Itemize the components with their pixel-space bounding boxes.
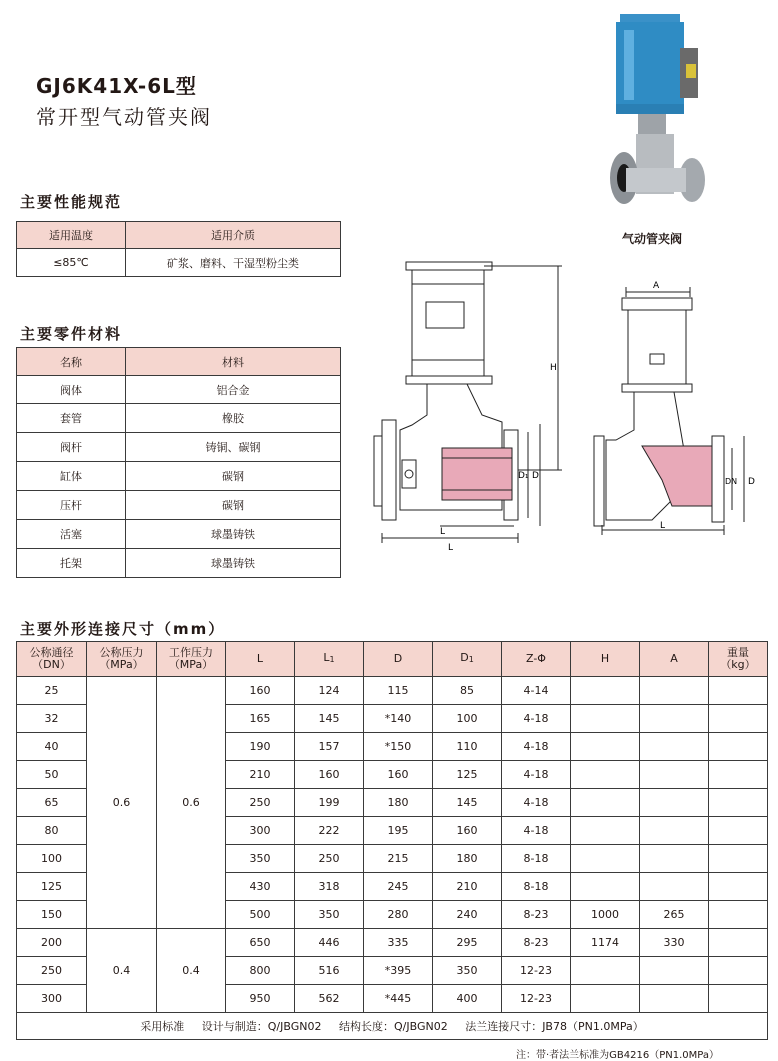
working-pressure-group2: 0.4	[157, 929, 226, 1013]
part-name: 阀体	[17, 376, 126, 404]
table-row: 32 165 145 *140 100 4-18	[17, 705, 768, 733]
table-row: 50 210 160 160 125 4-18	[17, 761, 768, 789]
header-medium: 适用介质	[126, 222, 341, 249]
header-part-name: 名称	[17, 348, 126, 376]
table-row: 100 350 250 215 180 8-18	[17, 845, 768, 873]
header-A: A	[640, 642, 709, 677]
nominal-pressure-group2: 0.4	[87, 929, 157, 1013]
header-D1: D1	[433, 642, 502, 677]
table-row: 300 950 562 *445 400 12-23	[17, 985, 768, 1013]
header-L1: L1	[295, 642, 364, 677]
dimensions-heading: 主要外形连接尺寸（mm）	[20, 620, 226, 638]
label-L1: L	[440, 527, 446, 537]
header-weight: 重量 （kg）	[709, 642, 768, 677]
label-D: D	[532, 471, 539, 481]
dimensions-table	[16, 641, 768, 1040]
temperature-value: ≤85℃	[17, 249, 126, 277]
part-name: 缸体	[17, 462, 126, 491]
part-material: 橡胶	[126, 404, 341, 433]
materials-heading: 主要零件材料	[20, 325, 123, 343]
technical-drawing	[372, 250, 772, 550]
header-D: D	[364, 642, 433, 677]
table-row: 125 430 318 245 210 8-18	[17, 873, 768, 901]
footnote: 注：带·者法兰标准为GB4216（PN1.0MPa）	[516, 1050, 719, 1061]
label-L-front: L	[660, 521, 666, 531]
header-nominal-pressure: 公称压力 （MPa）	[87, 642, 157, 677]
header-dn: 公称通径 （DN）	[17, 642, 87, 677]
table-row: 250 800 516 *395 350 12-23	[17, 957, 768, 985]
header-temperature: 适用温度	[17, 222, 126, 249]
table-row: 150 500 350 280 240 8-23 1000 265	[17, 901, 768, 929]
front-view-drawing	[594, 287, 744, 535]
table-row: 65 250 199 180 145 4-18	[17, 789, 768, 817]
part-name: 压杆	[17, 491, 126, 520]
nominal-pressure-group1: 0.6	[87, 677, 157, 929]
valve-photo	[602, 8, 714, 220]
part-material: 球墨铸铁	[126, 520, 341, 549]
part-material: 碳钢	[126, 462, 341, 491]
part-material: 碳钢	[126, 491, 341, 520]
part-material: 铸铜、碳钢	[126, 433, 341, 462]
model-number: GJ6K41X-6L型	[36, 74, 197, 98]
part-name: 活塞	[17, 520, 126, 549]
part-name: 套管	[17, 404, 126, 433]
label-H: H	[550, 363, 557, 373]
table-row: 40 190 157 *150 110 4-18	[17, 733, 768, 761]
side-view-drawing	[374, 262, 562, 543]
part-material: 球墨铸铁	[126, 549, 341, 578]
header-working-pressure: 工作压力 （MPa）	[157, 642, 226, 677]
part-name: 托架	[17, 549, 126, 578]
part-name: 阀杆	[17, 433, 126, 462]
photo-caption: 气动管夹阀	[622, 232, 683, 246]
table-row: 200 0.4 0.4 650 446 335 295 8-23 1174 330	[17, 929, 768, 957]
header-Z: Z-Φ	[502, 642, 571, 677]
header-material: 材料	[126, 348, 341, 376]
header-L: L	[226, 642, 295, 677]
label-L: L	[448, 543, 454, 550]
table-row: 25 0.6 0.6 160 124 115 85 4-14	[17, 677, 768, 705]
label-D-front: D	[748, 477, 755, 487]
medium-value: 矿浆、磨料、干湿型粉尘类	[126, 249, 341, 277]
table-row: 80 300 222 195 160 4-18	[17, 817, 768, 845]
label-D1: D₁	[518, 471, 529, 481]
performance-heading: 主要性能规范	[20, 193, 123, 211]
working-pressure-group1: 0.6	[157, 677, 226, 929]
materials-table	[16, 347, 341, 578]
performance-table	[16, 221, 341, 277]
product-name: 常开型气动管夹阀	[36, 105, 212, 129]
label-A: A	[653, 281, 660, 291]
part-material: 铝合金	[126, 376, 341, 404]
label-DN: DN	[725, 477, 738, 486]
standards-row: 采用标准 设计与制造：Q/JBGN02 结构长度：Q/JBGN02 法兰连接尺寸：JB78（PN1.0MPa）	[17, 1013, 768, 1040]
header-H: H	[571, 642, 640, 677]
